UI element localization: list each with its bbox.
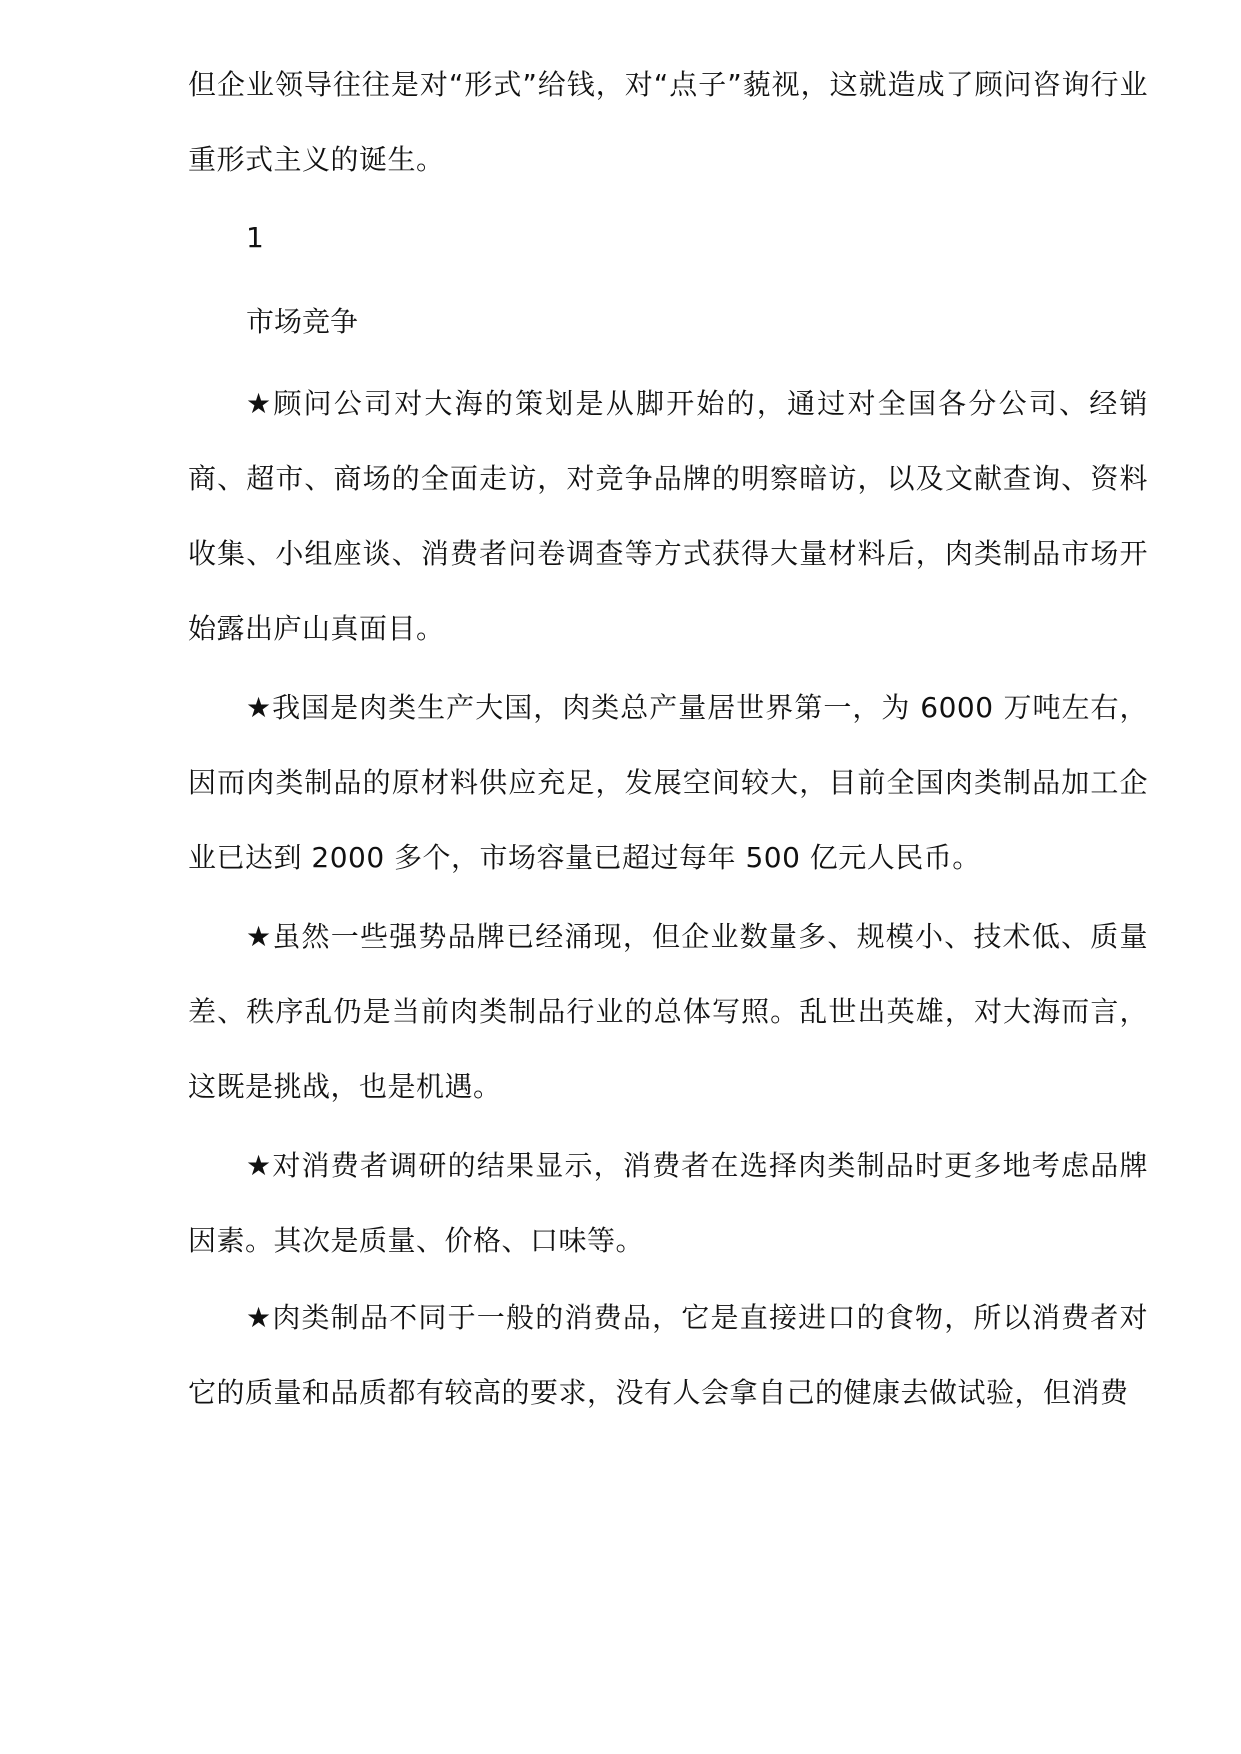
paragraph-industry-status: ★虽然一些强势品牌已经涌现，但企业数量多、规模小、技术低、质量差、秩序乱仍是当前肉类制品行业的总体写照。乱世出英雄，对大海而言，这既是挑战，也是机遇。 — [188, 920, 1148, 1103]
paragraph-consumer-survey: ★对消费者调研的结果显示，消费者在选择肉类制品时更多地考虑品牌因素。其次是质量、价格、口味等。 — [188, 1149, 1148, 1257]
section-number: 1 — [246, 221, 264, 254]
paragraph-continuation: 但企业领导往往是对“形式”给钱，对“点子”藐视，这就造成了顾问咨询行业重形式主义的诞生。 — [188, 68, 1148, 176]
section-title: 市场竞争 — [246, 305, 359, 338]
paragraph-product-quality: ★肉类制品不同于一般的消费品，它是直接进口的食物，所以消费者对它的质量和品质都有较高的要求，没有人会拿自己的健康去做试验，但消费 — [188, 1301, 1148, 1409]
paragraph-meat-production: ★我国是肉类生产大国，肉类总产量居世界第一，为 6000 万吨左右，因而肉类制品的原材料供应充足，发展空间较大，目前全国肉类制品加工企业已达到 2000 多个，市场容量已超过每年 500 亿元人民币。 — [188, 691, 1148, 874]
paragraph-research: ★顾问公司对大海的策划是从脚开始的，通过对全国各分公司、经销商、超市、商场的全面走访，对竞争品牌的明察暗访，以及文献查询、资料收集、小组座谈、消费者问卷调查等方式获得大量材料后，肉类制品市场开始露出庐山真面目。 — [188, 387, 1148, 645]
